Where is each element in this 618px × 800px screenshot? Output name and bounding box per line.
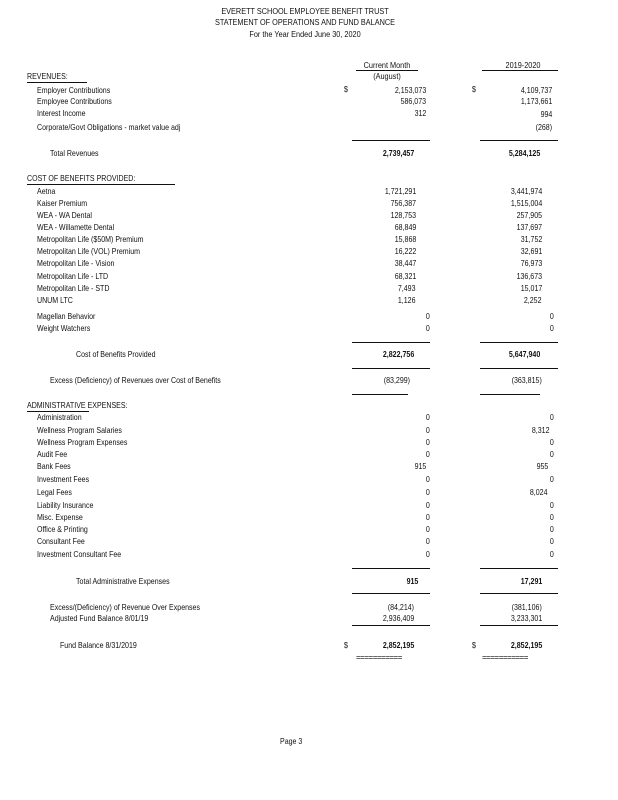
row-year-value: 31,752 — [520, 234, 542, 244]
page-number: Page 3 — [280, 736, 303, 746]
row-label: Wellness Program Expenses — [37, 437, 128, 447]
row-year-value: 0 — [550, 311, 554, 321]
row-year-value: 0 — [550, 323, 554, 333]
row-label: Corporate/Govt Obligations - market value adj — [37, 122, 181, 132]
report-subtitle: STATEMENT OF OPERATIONS AND FUND BALANCE — [214, 17, 396, 27]
total-admin-year: 17,291 — [520, 576, 542, 586]
row-label: Metropolitan Life ($50M) Premium — [37, 234, 144, 244]
revenues-heading-underline — [27, 82, 87, 83]
total-benefits-label: Cost of Benefits Provided — [76, 349, 156, 359]
row-month-value: 38,447 — [394, 258, 416, 268]
row-month-value: 0 — [426, 512, 430, 522]
row-year-value: 0 — [550, 512, 554, 522]
subtotal-line — [352, 625, 430, 626]
row-month-value: 128,753 — [390, 210, 416, 220]
currency-symbol: $ — [472, 640, 476, 650]
report-period: For the Year Ended June 30, 2020 — [249, 29, 361, 39]
excess-expenses-month: (84,214) — [387, 602, 414, 612]
adjusted-balance-year: 3,233,301 — [510, 613, 542, 623]
subtotal-line — [480, 593, 558, 594]
row-label: Employer Contributions — [37, 85, 111, 95]
subtotal-line — [480, 568, 558, 569]
row-label: Bank Fees — [37, 461, 71, 471]
row-year-value: 1,173,661 — [520, 96, 552, 106]
currency-symbol: $ — [472, 84, 476, 94]
total-benefits-month: 2,822,756 — [382, 349, 414, 359]
row-month-value: 2,153,073 — [394, 85, 426, 95]
row-year-value: 0 — [550, 449, 554, 459]
benefits-heading: COST OF BENEFITS PROVIDED: — [27, 173, 136, 183]
row-year-value: 0 — [550, 437, 554, 447]
row-month-value: 0 — [426, 437, 430, 447]
subtotal-line — [480, 394, 540, 395]
row-label: Audit Fee — [37, 449, 68, 459]
row-year-value: 4,109,737 — [520, 85, 552, 95]
row-label: Consultant Fee — [37, 536, 85, 546]
row-label: Interest Income — [37, 108, 86, 118]
row-month-value: 15,868 — [394, 234, 416, 244]
subtotal-line — [480, 368, 558, 369]
excess-benefits-year: (363,815) — [511, 375, 542, 385]
row-month-value: 0 — [426, 500, 430, 510]
row-month-value: 0 — [426, 412, 430, 422]
row-year-value: 0 — [550, 500, 554, 510]
row-month-value: 0 — [426, 474, 430, 484]
row-label: Administration — [37, 412, 82, 422]
row-month-value: 1,721,291 — [384, 186, 416, 196]
subtotal-line — [352, 140, 430, 141]
total-revenues-year: 5,284,125 — [508, 148, 540, 158]
row-year-value: 76,973 — [520, 258, 542, 268]
row-month-value: 0 — [426, 449, 430, 459]
row-label: Metropolitan Life - Vision — [37, 258, 115, 268]
double-underline: =========== — [356, 653, 402, 662]
subtotal-line — [480, 140, 558, 141]
row-year-value: 0 — [550, 536, 554, 546]
col-current-month: Current Month — [363, 60, 411, 70]
row-label: Wellness Program Salaries — [37, 425, 122, 435]
col-year-underline — [482, 70, 558, 71]
subtotal-line — [480, 342, 558, 343]
row-label: Weight Watchers — [37, 323, 91, 333]
benefits-heading-underline — [27, 184, 175, 185]
subtotal-line — [352, 568, 430, 569]
row-label: Legal Fees — [37, 487, 72, 497]
total-revenues-label: Total Revenues — [50, 148, 99, 158]
excess-benefits-month: (83,299) — [383, 375, 410, 385]
row-year-value: 3,441,974 — [510, 186, 542, 196]
total-revenues-month: 2,739,457 — [382, 148, 414, 158]
row-year-value: (268) — [535, 122, 552, 132]
row-label: Metropolitan Life - LTD — [37, 271, 109, 281]
row-year-value: 8,312 — [532, 425, 550, 435]
row-year-value: 955 — [536, 461, 548, 471]
col-year: 2019-2020 — [505, 60, 541, 70]
row-month-value: 0 — [426, 524, 430, 534]
row-label: WEA - WA Dental — [37, 210, 92, 220]
currency-symbol: $ — [344, 84, 348, 94]
row-label: UNUM LTC — [37, 295, 73, 305]
currency-symbol: $ — [344, 640, 348, 650]
fund-balance-month: 2,852,195 — [382, 640, 414, 650]
row-label: Investment Consultant Fee — [37, 549, 122, 559]
excess-expenses-year: (381,106) — [511, 602, 542, 612]
row-month-value: 312 — [414, 108, 426, 118]
subtotal-line — [352, 593, 430, 594]
subtotal-line — [352, 342, 430, 343]
row-month-value: 7,493 — [398, 283, 416, 293]
subtotal-line — [352, 368, 430, 369]
row-label: Metropolitan Life (VOL) Premium — [37, 246, 140, 256]
row-year-value: 0 — [550, 412, 554, 422]
row-label: Kaiser Premium — [37, 198, 88, 208]
subtotal-line — [352, 394, 408, 395]
row-year-value: 0 — [550, 524, 554, 534]
row-month-value: 0 — [426, 487, 430, 497]
row-label: Office & Printing — [37, 524, 88, 534]
row-year-value: 15,017 — [520, 283, 542, 293]
row-year-value: 994 — [540, 109, 552, 119]
row-month-value: 586,073 — [400, 96, 426, 106]
row-year-value: 257,905 — [516, 210, 542, 220]
row-month-value: 68,321 — [394, 271, 416, 281]
fund-balance-label: Fund Balance 8/31/2019 — [60, 640, 137, 650]
fund-balance-year: 2,852,195 — [510, 640, 542, 650]
report-title: EVERETT SCHOOL EMPLOYEE BENEFIT TRUST — [221, 6, 389, 16]
row-month-value: 0 — [426, 323, 430, 333]
row-month-value: 0 — [426, 549, 430, 559]
row-month-value: 68,849 — [394, 222, 416, 232]
excess-benefits-label: Excess (Deficiency) of Revenues over Cost of Benefits — [50, 375, 221, 385]
row-year-value: 32,691 — [520, 246, 542, 256]
subtotal-line — [480, 625, 558, 626]
row-year-value: 8,024 — [530, 487, 548, 497]
row-month-value: 1,126 — [398, 295, 416, 305]
adjusted-balance-month: 2,936,409 — [382, 613, 414, 623]
row-label: WEA - Willamette Dental — [37, 222, 115, 232]
row-year-value: 0 — [550, 474, 554, 484]
row-year-value: 136,673 — [516, 271, 542, 281]
row-label: Metropolitan Life - STD — [37, 283, 110, 293]
excess-expenses-label: Excess/(Deficiency) of Revenue Over Expenses — [50, 602, 201, 612]
row-month-value: 756,387 — [390, 198, 416, 208]
row-label: Investment Fees — [37, 474, 90, 484]
row-year-value: 1,515,004 — [510, 198, 542, 208]
row-year-value: 137,697 — [516, 222, 542, 232]
col-august: (August) — [373, 71, 401, 81]
revenues-heading: REVENUES: — [27, 71, 68, 81]
row-year-value: 2,252 — [524, 295, 542, 305]
admin-heading: ADMINISTRATIVE EXPENSES: — [27, 400, 128, 410]
total-benefits-year: 5,647,940 — [508, 349, 540, 359]
row-label: Liability Insurance — [37, 500, 94, 510]
total-admin-label: Total Administrative Expenses — [76, 576, 170, 586]
total-admin-month: 915 — [406, 576, 418, 586]
row-label: Employee Contributions — [37, 96, 112, 106]
row-label: Aetna — [37, 186, 56, 196]
double-underline: =========== — [482, 653, 528, 662]
row-label: Magellan Behavior — [37, 311, 96, 321]
row-label: Misc. Expense — [37, 512, 83, 522]
row-month-value: 915 — [414, 461, 426, 471]
row-month-value: 0 — [426, 425, 430, 435]
row-month-value: 0 — [426, 536, 430, 546]
row-year-value: 0 — [550, 549, 554, 559]
adjusted-balance-label: Adjusted Fund Balance 8/01/19 — [50, 613, 149, 623]
row-month-value: 16,222 — [394, 246, 416, 256]
row-month-value: 0 — [426, 311, 430, 321]
